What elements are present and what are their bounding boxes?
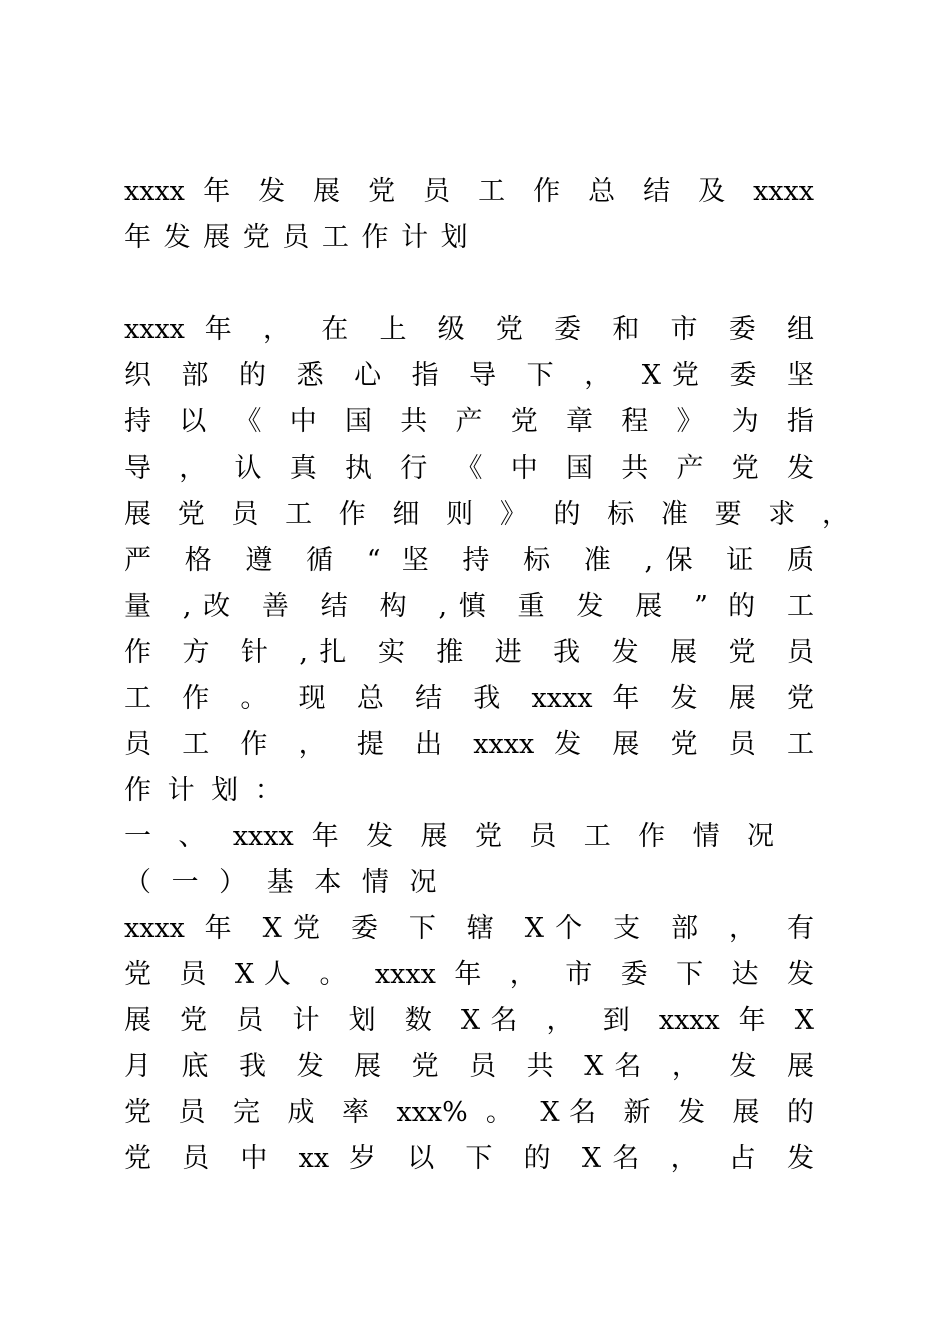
body-line-6: 党 员 中 xx 岁 以 下 的 X名 ， 占 发 <box>124 1143 814 1174</box>
body-line-2: 党 员 X人 。 xxxx 年 ， 市 委 下 达 发 <box>124 959 814 990</box>
intro-line-3: 持 以 《 中 国 共 产 党 章 程 》 为 指 <box>124 406 814 437</box>
intro-line-5: 展 党 员 工 作 细 则 》 的 标 准 要 求 ， <box>124 499 849 530</box>
intro-line-8: 作 方 针 ,扎 实 推 进 我 发 展 党 员 <box>124 637 814 668</box>
intro-line-11: 作 计 划 ： <box>124 775 286 806</box>
title-line-1: xxxx 年 发 展 党 员 工 作 总 结 及 xxxx <box>124 176 814 207</box>
intro-line-7: 量 ,改 善 结 构 ,慎 重 发 展 ” 的 工 <box>124 591 814 622</box>
subsection-heading: （ 一 ） 基 本 情 况 <box>124 867 443 898</box>
intro-line-10: 员 工 作 ， 提 出 xxxx 发 展 党 员 工 <box>124 729 814 760</box>
intro-line-6: 严 格 遵 循 “ 坚 持 标 准 ,保 证 质 <box>124 545 814 576</box>
title-line-2: 年 发 展 党 员 工 作 计 划 <box>124 222 470 253</box>
intro-line-1: xxxx 年 ， 在 上 级 党 委 和 市 委 组 <box>124 314 814 345</box>
body-line-1: xxxx 年 X党 委 下 辖 X个 支 部 ， 有 <box>124 913 814 944</box>
body-line-4: 月 底 我 发 展 党 员 共 X名 ， 发 展 <box>124 1051 814 1082</box>
intro-line-4: 导 ， 认 真 执 行 《 中 国 共 产 党 发 <box>124 453 814 484</box>
intro-line-2: 织 部 的 悉 心 指 导 下 ， X党 委 坚 <box>124 360 814 391</box>
section-heading: 一 、 xxxx 年 发 展 党 员 工 作 情 况 <box>124 821 774 852</box>
body-line-3: 展 党 员 计 划 数 X名 ， 到 xxxx 年 X <box>124 1005 814 1036</box>
body-line-5: 党 员 完 成 率 xxx% 。 X名 新 发 展 的 <box>124 1097 814 1128</box>
intro-line-9: 工 作 。 现 总 结 我 xxxx 年 发 展 党 <box>124 683 814 714</box>
